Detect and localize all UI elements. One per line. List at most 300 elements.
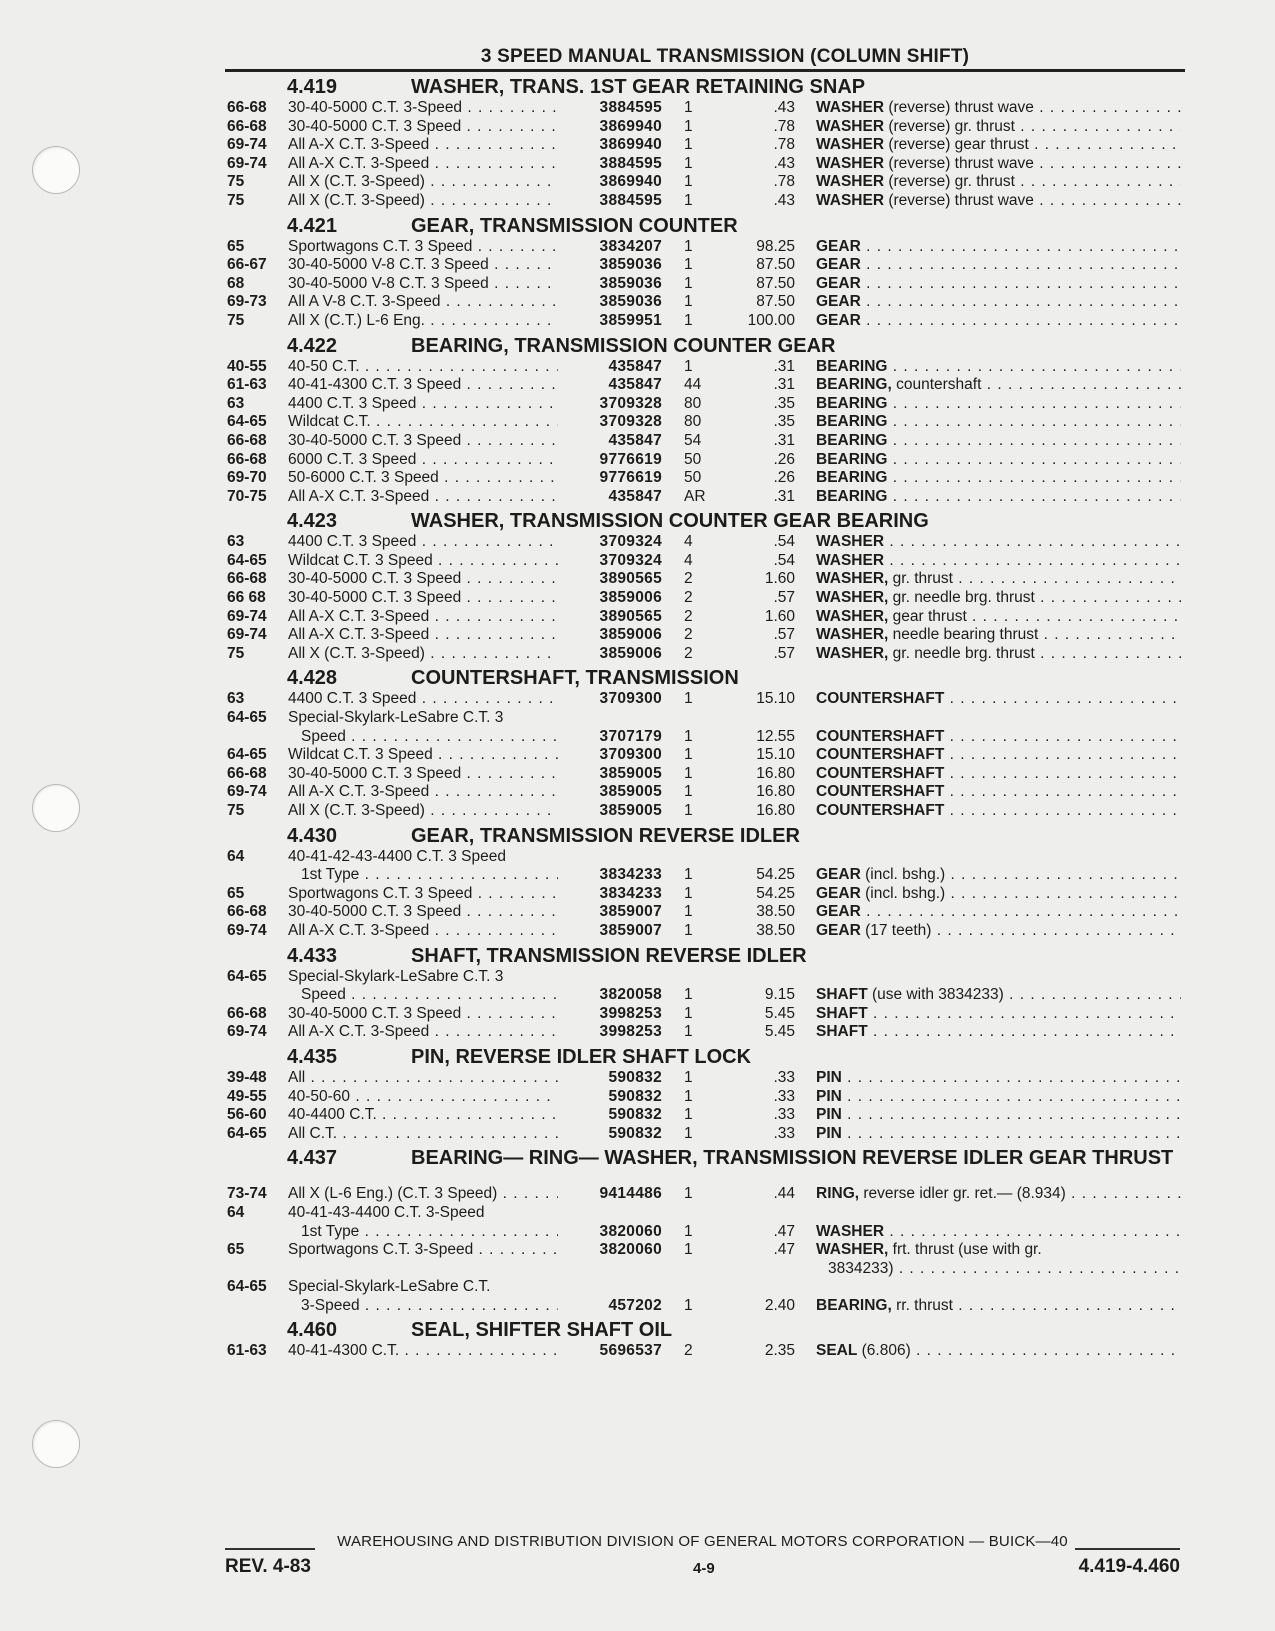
section-4-419 <box>225 74 1185 211</box>
application: 40-41-4300 C.T. 3 Speed . . . <box>288 376 558 395</box>
application: 4400 C.T. 3 Speed . . . <box>288 395 558 414</box>
table-row <box>225 413 1185 432</box>
description-noun: COUNTERSHAFT <box>816 746 945 764</box>
table-row <box>225 118 1185 137</box>
application: All X (C.T. 3-Speed) . . . <box>288 645 558 664</box>
description-detail: (reverse) gr. thrust <box>884 173 1015 191</box>
table-row <box>225 488 1185 507</box>
model-years: 68 <box>227 274 245 292</box>
description <box>816 256 1181 275</box>
description-detail: (6.806) <box>857 1342 911 1360</box>
quantity: 1 <box>684 783 693 801</box>
list-price: .54 <box>773 551 795 569</box>
part-number: 3998253 <box>599 1004 662 1022</box>
description <box>816 488 1181 507</box>
quantity: 2 <box>684 644 693 662</box>
table-row <box>225 1342 1185 1361</box>
application: All A-X C.T. 3-Speed . . . <box>288 488 558 507</box>
application: 4400 C.T. 3 Speed . . . <box>288 533 558 552</box>
description-noun: BEARING, <box>816 376 892 394</box>
section-4-435 <box>225 1044 1185 1143</box>
list-price: .31 <box>773 376 795 394</box>
list-price: .35 <box>773 413 795 431</box>
model-years: 66-68 <box>227 99 267 116</box>
description <box>816 451 1181 470</box>
description-noun: GEAR <box>816 903 861 921</box>
description-noun: SHAFT <box>816 1004 868 1022</box>
application: 1st Type . . . <box>301 1223 558 1242</box>
list-price: .47 <box>773 1241 795 1259</box>
application: All . . . <box>288 1069 558 1088</box>
table-row <box>225 968 1185 987</box>
application: All A-X C.T. 3-Speed . . . <box>288 922 558 941</box>
description <box>816 608 1181 627</box>
description-noun: GEAR <box>816 866 861 884</box>
description <box>816 469 1181 488</box>
table-row <box>225 802 1185 821</box>
list-price: .44 <box>773 1185 795 1203</box>
section-number: 4.419 <box>287 76 338 98</box>
application: All A-X C.T. 3-Speed . . . <box>288 626 558 645</box>
table-row <box>225 922 1185 941</box>
application: 30-40-5000 C.T. 3 Speed . . . <box>288 903 558 922</box>
list-price: 38.50 <box>756 921 795 939</box>
table-row <box>225 451 1185 470</box>
part-number: 590832 <box>608 1087 662 1105</box>
description <box>816 802 1181 821</box>
part-number: 3709324 <box>599 533 662 551</box>
table-row <box>225 986 1185 1005</box>
description <box>816 783 1181 802</box>
application: 40-41-42-43-4400 C.T. 3 Speed <box>288 847 507 865</box>
table-row <box>225 645 1185 664</box>
quantity: 1 <box>684 690 693 708</box>
quantity: 1 <box>684 256 693 274</box>
section-number: 4.433 <box>287 944 338 967</box>
part-number: 457202 <box>608 1296 662 1314</box>
part-number: 3834233 <box>599 866 662 884</box>
description-noun: BEARING <box>816 413 888 431</box>
quantity: 1 <box>684 1185 693 1203</box>
list-price: .78 <box>773 136 795 154</box>
description-noun: BEARING <box>816 487 888 505</box>
list-price: .78 <box>773 117 795 135</box>
binder-hole-top <box>32 146 80 194</box>
part-number: 3859006 <box>599 589 662 607</box>
list-price: .57 <box>773 626 795 644</box>
list-price: .33 <box>773 1106 795 1124</box>
section-number: 4.430 <box>287 824 338 847</box>
application: All X (C.T. 3-Speed) . . . <box>288 192 558 211</box>
model-years: 56-60 <box>227 1106 267 1124</box>
description <box>816 626 1181 645</box>
list-price: 9.15 <box>764 986 795 1004</box>
part-number: 9414486 <box>599 1185 662 1203</box>
table-row <box>225 728 1185 747</box>
part-number: 435847 <box>608 487 662 505</box>
table-row <box>225 848 1185 867</box>
description <box>816 1069 1181 1088</box>
list-price: 2.35 <box>764 1342 795 1360</box>
part-number: 3869940 <box>599 136 662 154</box>
list-price: .31 <box>773 357 795 375</box>
table-row <box>225 1088 1185 1107</box>
application: All A-X C.T. 3-Speed . . . <box>288 1023 558 1042</box>
description <box>816 1342 1181 1361</box>
section-title: SHAFT, TRANSMISSION REVERSE IDLER <box>411 944 807 967</box>
list-price: 1.60 <box>764 570 795 588</box>
list-price: .54 <box>773 533 795 551</box>
list-price: .35 <box>773 394 795 412</box>
table-row <box>225 1125 1185 1144</box>
table-row <box>225 1069 1185 1088</box>
application: Speed . . . <box>301 986 558 1005</box>
quantity: 1 <box>684 746 693 764</box>
list-price: 100.00 <box>747 311 795 329</box>
application: 4400 C.T. 3 Speed . . . <box>288 690 558 709</box>
part-number: 3869940 <box>599 173 662 191</box>
model-years: 64 <box>227 847 245 865</box>
section-4-433 <box>225 943 1185 1042</box>
part-number: 3709328 <box>599 413 662 431</box>
table-row <box>225 608 1185 627</box>
table-row <box>225 312 1185 331</box>
application: All X (L-6 Eng.) (C.T. 3 Speed) . . . <box>288 1185 558 1204</box>
quantity: 1 <box>684 191 693 209</box>
quantity: 54 <box>684 431 702 449</box>
application: 30-40-5000 C.T. 3 Speed . . . <box>288 570 558 589</box>
model-years: 69-74 <box>227 1023 267 1041</box>
model-years: 63 <box>227 394 245 412</box>
part-number: 3859036 <box>599 256 662 274</box>
table-row <box>225 1005 1185 1024</box>
table-row <box>225 358 1185 377</box>
list-price: 16.80 <box>756 764 795 782</box>
description <box>816 570 1181 589</box>
model-years: 65 <box>227 237 245 255</box>
model-years: 70-75 <box>227 487 267 505</box>
model-years: 40-55 <box>227 357 267 375</box>
description <box>816 1023 1181 1042</box>
description-detail: (use with 3834233) <box>867 986 1004 1004</box>
description-detail: frt. thrust (use with gr. <box>888 1241 1042 1259</box>
part-number: 3709300 <box>599 746 662 764</box>
quantity: 1 <box>684 237 693 255</box>
quantity: 1 <box>684 866 693 884</box>
part-number: 3709300 <box>599 690 662 708</box>
model-years: 63 <box>227 533 245 551</box>
description-noun: WASHER, <box>816 644 889 662</box>
quantity: 2 <box>684 607 693 625</box>
description-detail: (reverse) thrust wave <box>884 191 1034 209</box>
part-number: 3820060 <box>599 1241 662 1259</box>
quantity: 1 <box>684 764 693 782</box>
description <box>816 922 1181 941</box>
section-title: WASHER, TRANS. 1ST GEAR RETAINING SNAP <box>411 76 866 98</box>
application: 30-40-5000 V-8 C.T. 3 Speed . . . <box>288 256 558 275</box>
quantity: 2 <box>684 1342 693 1360</box>
description <box>816 432 1181 451</box>
description-noun: GEAR <box>816 311 861 329</box>
part-number: 3820058 <box>599 986 662 1004</box>
list-price: 16.80 <box>756 783 795 801</box>
description-noun: PIN <box>816 1106 842 1124</box>
description-detail: (incl. bshg.) <box>860 866 946 884</box>
model-years: 64-65 <box>227 551 267 569</box>
description-noun: RING, <box>816 1185 860 1203</box>
section-4-423 <box>225 508 1185 663</box>
part-number: 3859005 <box>599 783 662 801</box>
catalog-page <box>225 46 1185 1361</box>
description-noun: WASHER, <box>816 626 889 644</box>
description-noun: WASHER <box>816 1222 885 1240</box>
model-years: 49-55 <box>227 1087 267 1105</box>
description <box>816 118 1181 137</box>
description <box>816 533 1181 552</box>
model-years: 64-65 <box>227 1278 267 1296</box>
description-noun: SHAFT <box>816 1023 868 1041</box>
table-row <box>225 1260 1185 1279</box>
part-number: 3869940 <box>599 117 662 135</box>
table-row <box>225 173 1185 192</box>
application: 30-40-5000 C.T. 3 Speed . . . <box>288 589 558 608</box>
list-price: .26 <box>773 450 795 468</box>
application: Wildcat C.T. . . . <box>288 413 558 432</box>
table-row <box>225 155 1185 174</box>
model-years: 66-68 <box>227 764 267 782</box>
table-row <box>225 589 1185 608</box>
list-price: .57 <box>773 589 795 607</box>
binder-hole-bottom <box>32 1420 80 1468</box>
description <box>816 866 1181 885</box>
application: 30-40-5000 C.T. 3 Speed . . . <box>288 765 558 784</box>
table-row <box>225 275 1185 294</box>
quantity: 1 <box>684 1106 693 1124</box>
application: Wildcat C.T. 3 Speed . . . <box>288 552 558 571</box>
application: All X (C.T.) L-6 Eng. . . . <box>288 312 558 331</box>
part-number: 435847 <box>608 357 662 375</box>
model-years: 69-74 <box>227 136 267 154</box>
table-row <box>225 256 1185 275</box>
part-number: 3859006 <box>599 626 662 644</box>
application: All A-X C.T. 3-Speed . . . <box>288 136 558 155</box>
table-row <box>225 552 1185 571</box>
list-price: 15.10 <box>756 746 795 764</box>
application: Speed . . . <box>301 728 558 747</box>
part-number: 3820060 <box>599 1222 662 1240</box>
quantity: 1 <box>684 1296 693 1314</box>
application: All X (C.T. 3-Speed) . . . <box>288 173 558 192</box>
part-number: 590832 <box>608 1124 662 1142</box>
table-row <box>225 376 1185 395</box>
quantity: 1 <box>684 173 693 191</box>
section-header <box>225 213 1185 238</box>
table-row <box>225 1241 1185 1260</box>
footer-division-text: WAREHOUSING AND DISTRIBUTION DIVISION OF GENERAL MOTORS CORPORATION — BUICK—40 <box>337 1533 1068 1550</box>
section-number: 4.423 <box>287 510 338 533</box>
description <box>816 746 1181 765</box>
part-number: 3834233 <box>599 884 662 902</box>
description-noun: BEARING <box>816 450 888 468</box>
list-price: .57 <box>773 644 795 662</box>
description-noun: COUNTERSHAFT <box>816 802 945 819</box>
model-years: 75 <box>227 644 245 662</box>
description-detail: (17 teeth) <box>860 921 932 939</box>
quantity: 1 <box>684 1124 693 1142</box>
description-detail: (reverse) gr. thrust <box>884 117 1015 135</box>
part-number: 3707179 <box>599 727 662 745</box>
quantity: 1 <box>684 884 693 902</box>
section-title: WASHER, TRANSMISSION COUNTER GEAR BEARING <box>411 510 929 533</box>
part-number: 3859007 <box>599 921 662 939</box>
model-years: 66-68 <box>227 431 267 449</box>
quantity: 1 <box>684 154 693 172</box>
quantity: 2 <box>684 589 693 607</box>
list-price: 54.25 <box>756 884 795 902</box>
quantity: 1 <box>684 311 693 329</box>
section-title: BEARING, TRANSMISSION COUNTER GEAR <box>411 334 836 357</box>
list-price: .33 <box>773 1068 795 1086</box>
table-row <box>225 765 1185 784</box>
table-row <box>225 903 1185 922</box>
description-continued: 3834233) . . . <box>828 1260 1181 1279</box>
model-years: 66-68 <box>227 117 267 135</box>
description-noun: WASHER, <box>816 589 889 607</box>
model-years: 66-68 <box>227 570 267 588</box>
part-number: 435847 <box>608 431 662 449</box>
description-noun: GEAR <box>816 293 861 311</box>
model-years: 75 <box>227 191 245 209</box>
section-title: BEARING— RING— WASHER, TRANSMISSION REVERSE IDLER GEAR THRUST <box>411 1147 1174 1170</box>
model-years: 75 <box>227 311 245 329</box>
model-years: 66-68 <box>227 450 267 468</box>
model-years: 69-74 <box>227 783 267 801</box>
page-footer <box>225 1527 1180 1587</box>
list-price: 5.45 <box>764 1004 795 1022</box>
description <box>816 413 1181 432</box>
description-noun: GEAR <box>816 237 861 255</box>
section-header <box>225 823 1185 848</box>
description <box>816 1088 1181 1107</box>
part-number: 590832 <box>608 1106 662 1124</box>
section-4-437 <box>225 1145 1185 1315</box>
description-noun: PIN <box>816 1124 842 1142</box>
quantity: 1 <box>684 903 693 921</box>
section-header <box>225 1317 1185 1342</box>
list-price: 5.45 <box>764 1023 795 1041</box>
model-years: 66-68 <box>227 1004 267 1022</box>
quantity: 44 <box>684 376 702 394</box>
section-title: COUNTERSHAFT, TRANSMISSION <box>411 667 739 690</box>
quantity: 4 <box>684 533 693 551</box>
part-number: 3884595 <box>599 191 662 209</box>
application: 30-40-5000 C.T. 3 Speed . . . <box>288 1005 558 1024</box>
list-price: .43 <box>773 191 795 209</box>
description <box>816 1241 1181 1260</box>
description-noun: SEAL <box>816 1342 858 1360</box>
section-4-430 <box>225 823 1185 941</box>
model-years: 66 68 <box>227 589 266 607</box>
quantity: 1 <box>684 293 693 311</box>
description-detail: gear thrust <box>888 607 967 625</box>
model-years: 64-65 <box>227 709 267 727</box>
part-number: 3859006 <box>599 644 662 662</box>
description <box>816 376 1181 395</box>
part-number: 3834207 <box>599 237 662 255</box>
list-price: 38.50 <box>756 903 795 921</box>
description-noun: WASHER <box>816 99 885 116</box>
table-row <box>225 432 1185 451</box>
model-years: 73-74 <box>227 1185 267 1203</box>
table-row <box>225 746 1185 765</box>
part-number: 3709324 <box>599 551 662 569</box>
part-number: 3859005 <box>599 802 662 819</box>
model-years: 64 <box>227 1203 245 1221</box>
table-row <box>225 1023 1185 1042</box>
section-4-422 <box>225 333 1185 507</box>
table-row <box>225 192 1185 211</box>
description <box>816 1185 1181 1204</box>
description <box>816 552 1181 571</box>
quantity: 1 <box>684 1004 693 1022</box>
description-noun: GEAR <box>816 256 861 274</box>
part-number: 5696537 <box>599 1342 662 1360</box>
table-row <box>225 866 1185 885</box>
section-header <box>225 74 1185 99</box>
description-noun: WASHER <box>816 533 885 551</box>
part-number: 590832 <box>608 1068 662 1086</box>
part-number: 3859036 <box>599 293 662 311</box>
sections-container <box>225 74 1185 1361</box>
description-noun: SHAFT <box>816 986 868 1004</box>
section-header <box>225 333 1185 358</box>
description-noun: GEAR <box>816 884 861 902</box>
application: All A-X C.T. 3-Speed . . . <box>288 608 558 627</box>
description <box>816 99 1181 118</box>
quantity: 50 <box>684 469 702 487</box>
description-noun: BEARING <box>816 469 888 487</box>
application: Sportwagons C.T. 3 Speed . . . <box>288 885 558 904</box>
application: All A-X C.T. 3-Speed . . . <box>288 155 558 174</box>
application: All C.T. . . . <box>288 1125 558 1144</box>
table-row <box>225 626 1185 645</box>
table-row <box>225 783 1185 802</box>
application: 40-50 C.T. . . . <box>288 358 558 377</box>
description-detail: reverse idler gr. ret.— (8.934) <box>859 1185 1066 1203</box>
section-number: 4.428 <box>287 667 338 690</box>
part-number: 3859007 <box>599 903 662 921</box>
description-detail: rr. thrust <box>891 1296 953 1314</box>
quantity: 1 <box>684 99 693 116</box>
application: 3-Speed . . . <box>301 1297 558 1316</box>
list-price: .33 <box>773 1124 795 1142</box>
quantity: 1 <box>684 1241 693 1259</box>
description-detail: gr. needle brg. thrust <box>888 589 1035 607</box>
model-years: 64-65 <box>227 746 267 764</box>
application: All X (C.T. 3-Speed) . . . <box>288 802 558 821</box>
list-price: 87.50 <box>756 274 795 292</box>
application: 40-41-43-4400 C.T. 3-Speed <box>288 1203 485 1221</box>
model-years: 69-70 <box>227 469 267 487</box>
description <box>816 1223 1181 1242</box>
list-price: .43 <box>773 99 795 116</box>
list-price: .31 <box>773 487 795 505</box>
description <box>816 358 1181 377</box>
quantity: 80 <box>684 413 702 431</box>
list-price: 15.10 <box>756 690 795 708</box>
quantity: 80 <box>684 394 702 412</box>
description-detail: gr. needle brg. thrust <box>888 644 1035 662</box>
